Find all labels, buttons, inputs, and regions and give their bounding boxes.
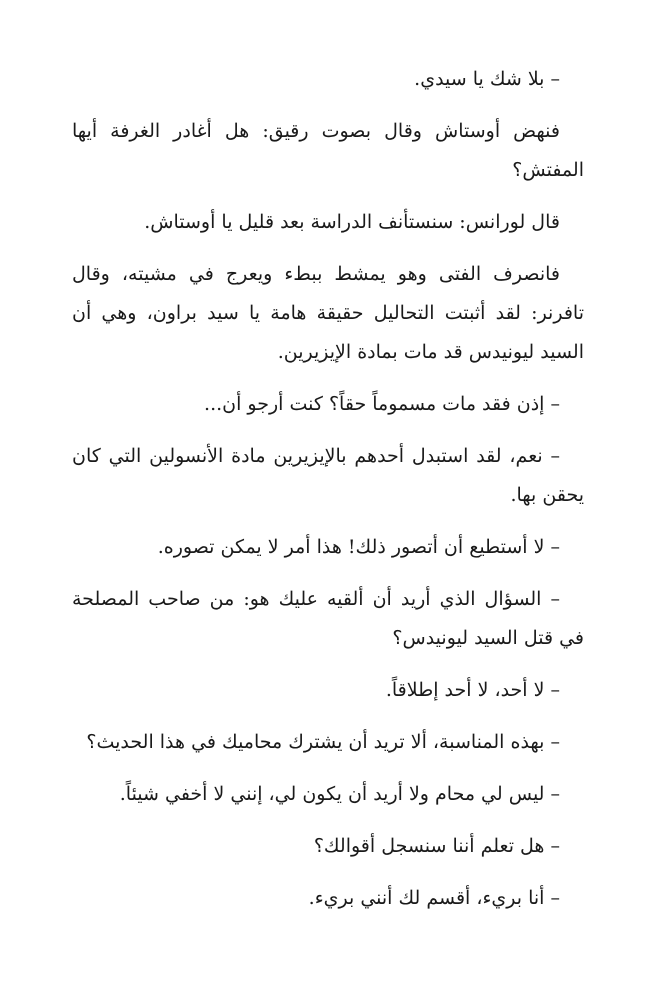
paragraph-13: – أنا بريء، أقسم لك أنني بريء. <box>308 887 560 909</box>
paragraph-10: – بهذه المناسبة، ألا تريد أن يشترك محاميك في هذا الحديث؟ <box>86 731 560 753</box>
paragraph-9: – لا أحد، لا أحد إطلاقاً. <box>385 679 560 701</box>
page-text <box>72 60 584 931</box>
paragraph-12: – هل تعلم أننا سنسجل أقوالك؟ <box>313 835 560 857</box>
paragraph-11: – ليس لي محام ولا أريد أن يكون لي، إنني لا أخفي شيئاً. <box>119 783 560 805</box>
paragraph-3: قال لورانس: سنستأنف الدراسة بعد قليل يا أوستاش. <box>144 211 560 233</box>
paragraph-6: – نعم، لقد استبدل أحدهم بالإيزيرين مادة الأنسولين التي كان يحقن بها. <box>72 445 584 506</box>
paragraph-8: – السؤال الذي أريد أن ألقيه عليك هو: من صاحب المصلحة في قتل السيد ليونيدس؟ <box>72 588 584 649</box>
paragraph-1: – بلا شك يا سيدي. <box>414 68 560 90</box>
paragraph-5: – إذن فقد مات مسموماً حقاً؟ كنت أرجو أن... <box>204 393 560 415</box>
paragraph-2: فنهض أوستاش وقال بصوت رقيق: هل أغادر الغرفة أيها المفتش؟ <box>72 120 584 181</box>
paragraph-4: فانصرف الفتى وهو يمشط ببطء ويعرج في مشيته، وقال تافرنر: لقد أثبتت التحاليل حقيقة هامة يا سيد براون، وهي أن السيد ليونيدس قد مات بمادة الإيزيرين. <box>72 263 584 363</box>
paragraph-7: – لا أستطيع أن أتصور ذلك! هذا أمر لا يمكن تصوره. <box>157 536 560 558</box>
